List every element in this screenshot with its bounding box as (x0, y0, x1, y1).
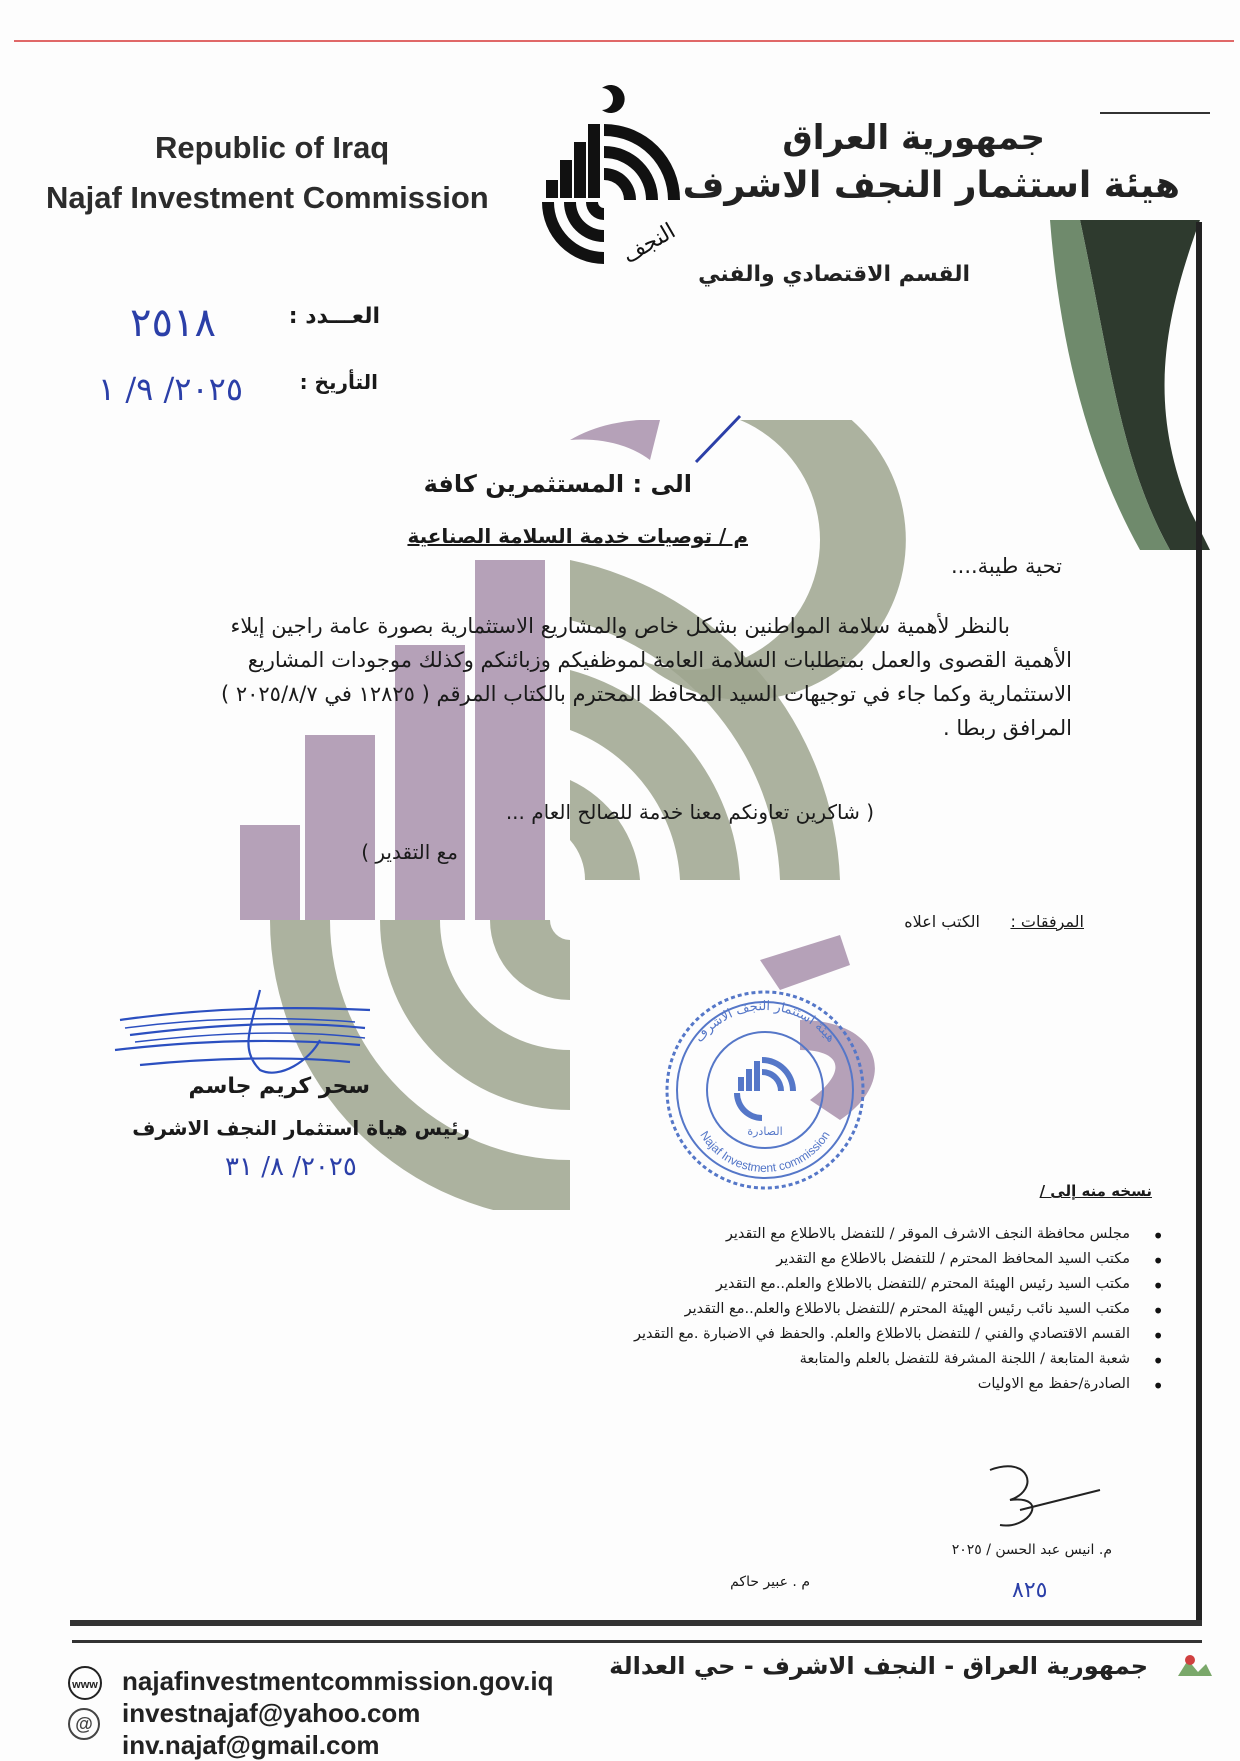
date-label: التأريخ : (299, 370, 378, 394)
letter-subject: م / توصيات خدمة السلامة الصناعية (407, 524, 748, 548)
footer-divider (72, 1640, 1202, 1643)
logo-arabic-text: النجف (618, 218, 680, 269)
svg-text:www: www (72, 1679, 98, 1691)
footer-address: جمهورية العراق - النجف الاشرف - حي العدالة (609, 1652, 1148, 1680)
body-line-4: المرافق ربطا . (943, 716, 1072, 740)
signatory-date: ٢٠٢٥/ ٨/ ٣١ (225, 1152, 357, 1182)
signatory-name: سحر كريم جاسم (188, 1074, 370, 1099)
frame-right-line (1196, 222, 1202, 1622)
footer-email-2[interactable]: inv.najaf@gmail.com (122, 1730, 380, 1760)
decorative-swoosh (1040, 210, 1240, 650)
frame-bottom-line (70, 1620, 1202, 1626)
header-en-line1: Republic of Iraq (155, 130, 390, 165)
copies-item: • مكتب السيد نائب رئيس الهيئة المحترم /للتفضل بالاطلاع والعلم..مع التقدير (468, 1301, 1168, 1317)
copies-item: • الصادرة/حفظ مع الاوليات (468, 1376, 1168, 1392)
copies-list (468, 1226, 1168, 1401)
copies-item: • القسم الاقتصادي والفني / للتفضل بالاطلاع والعلم. والحفظ في الاضبارة .مع التقدير (468, 1326, 1168, 1342)
number-label: العـــدد : (288, 304, 380, 329)
letter-greeting: تحية طيبة.... (950, 554, 1062, 578)
preparer-initials: ٨٢٥ (1012, 1578, 1048, 1603)
commission-logo (540, 80, 690, 270)
attachments-value: الكتب اعلاه (904, 912, 980, 931)
stamp-english-ring: Najaf Investment commission (697, 1128, 833, 1176)
email-icon (66, 1706, 102, 1742)
stamp-arabic-ring: هيئة استثمار النجف الاشرف (691, 998, 839, 1046)
header-ar-line2: هيئة استثمار النجف الاشرف (682, 165, 1180, 206)
preparer-signature (970, 1450, 1110, 1540)
top-border-line (14, 40, 1234, 42)
body-line-1: بالنظر لأهمية سلامة المواطنين بشكل خاص والمشاريع الاستثمارية بصورة عامة راجين إيلاء (230, 614, 1010, 638)
stamp-center-text: الصادرة (747, 1125, 783, 1138)
footer-email-1[interactable]: investnajaf@yahoo.com (122, 1698, 421, 1728)
header-en-line2: Najaf Investment Commission (46, 180, 489, 215)
header-ar-line1: جمهورية العراق (782, 118, 1045, 158)
svg-text:@: @ (75, 1714, 93, 1734)
footer-website-link[interactable]: najafinvestmentcommission.gov.iq (122, 1666, 554, 1696)
copies-heading: نسخه منه إلى / (1039, 1182, 1152, 1200)
department-name: القسم الاقتصادي والفني (698, 262, 970, 287)
signatory-title: رئيس هياة استثمار النجف الاشرف (132, 1116, 470, 1140)
official-stamp (660, 985, 870, 1195)
www-icon (66, 1664, 104, 1702)
preparer-name-2: م . عبير حاكم (730, 1574, 810, 1590)
closing-line-2: مع التقدير ) (361, 840, 458, 864)
body-line-2: الأهمية القصوى والعمل بمتطلبات السلامة العامة لموظفيكم وزبائنكم وكذلك موجودات المشاريع (247, 648, 1072, 672)
copies-item: • مكتب السيد المحافظ المحترم / للتفضل بالاطلاع مع التقدير (468, 1251, 1168, 1267)
preparer-name-1: م. انيس عبد الحسن / ٢٠٢٥ (951, 1542, 1112, 1558)
copies-item: • شعبة المتابعة / اللجنة المشرفة للتفضل بالعلم والمتابعة (468, 1351, 1168, 1367)
map-icon (1176, 1652, 1214, 1682)
letter-recipient: الى : المستثمرين كافة (423, 470, 692, 498)
body-line-3: الاستثمارية وكما جاء في توجيهات السيد المحافظ المحترم بالكتاب المرقم ( ١٢٨٢٥ في ٢٠٢٥/٨/٧ ) (220, 682, 1072, 706)
attachments-label: المرفقات : (1010, 912, 1084, 931)
date-value: ٢٠٢٥/ ٩/ ١ (98, 370, 244, 408)
copies-item: • مكتب السيد رئيس الهيئة المحترم /للتفضل بالاطلاع والعلم..مع التقدير (468, 1276, 1168, 1292)
number-value: ٢٥١٨ (130, 300, 216, 346)
header-dash (1100, 112, 1210, 114)
closing-line-1: ( شاكرين تعاونكم معنا خدمة للصالح العام ... (505, 800, 874, 824)
copies-item: • مجلس محافظة النجف الاشرف الموقر / للتفضل بالاطلاع مع التقدير (468, 1226, 1168, 1242)
handwritten-mark (690, 410, 750, 470)
